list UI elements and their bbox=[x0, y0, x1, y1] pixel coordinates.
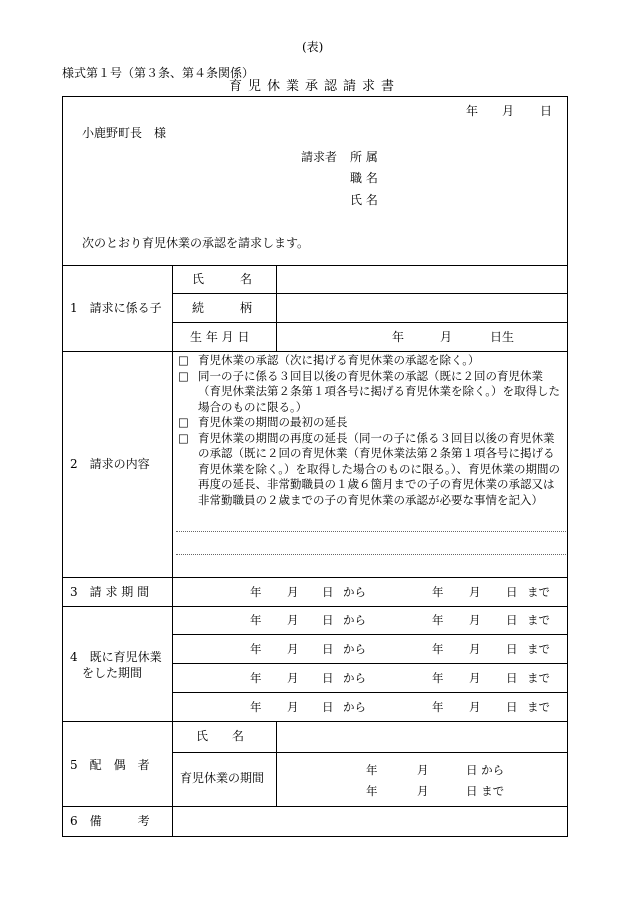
s2-label: 2 請求の内容 bbox=[70, 457, 150, 471]
s1-name-label: 氏 名 bbox=[192, 272, 253, 286]
request-statement: 次のとおり育児休業の承認を請求します。 bbox=[82, 236, 310, 250]
s1-birth-month: 月 bbox=[440, 330, 453, 344]
divider-s5 bbox=[62, 806, 568, 807]
checkbox-icon[interactable]: □ bbox=[178, 353, 189, 367]
until-day: 日 bbox=[506, 613, 518, 627]
s5-label: 5 配 偶 者 bbox=[70, 758, 150, 772]
s1-birth-day: 日生 bbox=[490, 330, 515, 344]
s5-until-day: 日 まで bbox=[466, 784, 505, 798]
from-year: 年 bbox=[250, 585, 262, 599]
from-label: から bbox=[343, 642, 366, 656]
s5-until-year: 年 bbox=[366, 784, 378, 798]
divider-s3 bbox=[62, 606, 568, 607]
from-month: 月 bbox=[287, 642, 299, 656]
date-day-label: 日 bbox=[540, 104, 553, 118]
from-day: 日 bbox=[322, 642, 334, 656]
affiliation-label: 所 属 bbox=[350, 150, 378, 164]
checkbox-icon[interactable]: □ bbox=[178, 430, 189, 445]
s5-name-label: 氏 名 bbox=[196, 729, 245, 743]
from-month: 月 bbox=[287, 585, 299, 599]
option-text: 育児休業の承認（次に掲げる育児休業の承認を除く。） bbox=[198, 353, 480, 367]
s2-option-3[interactable] bbox=[178, 415, 563, 431]
from-month: 月 bbox=[287, 671, 299, 685]
s5-from-day: 日 から bbox=[466, 763, 505, 777]
s6-label: 6 備 考 bbox=[70, 814, 150, 828]
until-month: 月 bbox=[469, 671, 481, 685]
s5-period-label: 育児休業の期間 bbox=[180, 771, 265, 785]
divider-intro bbox=[62, 265, 568, 266]
s1-birth-year: 年 bbox=[392, 330, 405, 344]
from-month: 月 bbox=[287, 700, 299, 714]
s1-birth-label: 生 年 月 日 bbox=[190, 330, 250, 344]
option-text: 育児休業の期間の再度の延長（同一の子に係る３回目以後の育児休業の承認（既に２回の育児休業（育児休業法第２条第１項各号に掲げる育児休業を除く。）を取得した場合のものに限る。）、育児休業の期間の再度の延長、非常勤職員の１歳６箇月までの子の育児休業の承認又は非常勤職員の２歳までの子の育児休業の承認が必要な事情を記入） bbox=[198, 430, 561, 507]
until-day: 日 bbox=[506, 700, 518, 714]
s2-option-1[interactable] bbox=[178, 353, 563, 369]
until-month: 月 bbox=[469, 642, 481, 656]
until-month: 月 bbox=[469, 700, 481, 714]
s2-option-4[interactable] bbox=[178, 431, 563, 509]
until-label: まで bbox=[527, 700, 550, 714]
divider-s4 bbox=[62, 721, 568, 722]
s5-from-month: 月 bbox=[417, 763, 429, 777]
form-number: 様式第１号（第３条、第４条関係） bbox=[62, 66, 255, 80]
until-day: 日 bbox=[506, 671, 518, 685]
omote-label: (表) bbox=[302, 40, 324, 54]
from-year: 年 bbox=[250, 642, 262, 656]
addressee: 小鹿野町長 様 bbox=[82, 126, 167, 140]
s3-label: 3 請 求 期 間 bbox=[70, 585, 150, 599]
divider-s5-row1 bbox=[172, 752, 568, 753]
from-day: 日 bbox=[322, 700, 334, 714]
s4-label-line2: をした期間 bbox=[82, 666, 143, 680]
divider-s4-row3 bbox=[172, 692, 568, 693]
option-text: 同一の子に係る３回目以後の育児休業の承認（既に２回の育児休業（育児休業法第２条第１項各号に掲げる育児休業を除く。）を取得した場合のものに限る。） bbox=[198, 368, 561, 414]
s5-until-month: 月 bbox=[417, 784, 429, 798]
until-year: 年 bbox=[432, 671, 444, 685]
s4-label-line1: 4 既に育児休業 bbox=[70, 650, 162, 664]
s2-write-line-1 bbox=[176, 531, 566, 532]
date-month-label: 月 bbox=[502, 104, 515, 118]
from-year: 年 bbox=[250, 671, 262, 685]
until-day: 日 bbox=[506, 642, 518, 656]
divider-s1-row2 bbox=[172, 322, 568, 323]
page-title: 育児休業承認請求書 bbox=[229, 79, 401, 94]
from-year: 年 bbox=[250, 700, 262, 714]
s1-inner-divider bbox=[276, 265, 277, 351]
s1-label: 1 請求に係る子 bbox=[70, 301, 162, 315]
s2-options bbox=[178, 353, 563, 508]
until-year: 年 bbox=[432, 613, 444, 627]
until-label: まで bbox=[527, 642, 550, 656]
from-label: から bbox=[343, 671, 366, 685]
divider-s2 bbox=[62, 577, 568, 578]
name-label: 氏 名 bbox=[350, 193, 378, 207]
option-text: 育児休業の期間の最初の延長 bbox=[198, 415, 348, 429]
date-year-label: 年 bbox=[466, 104, 479, 118]
until-day: 日 bbox=[506, 585, 518, 599]
checkbox-icon[interactable]: □ bbox=[178, 415, 189, 429]
from-label: から bbox=[343, 585, 366, 599]
from-label: から bbox=[343, 700, 366, 714]
s5-from-year: 年 bbox=[366, 763, 378, 777]
until-label: まで bbox=[527, 671, 550, 685]
until-label: まで bbox=[527, 585, 550, 599]
until-label: まで bbox=[527, 613, 550, 627]
from-day: 日 bbox=[322, 585, 334, 599]
from-month: 月 bbox=[287, 613, 299, 627]
s2-write-line-2 bbox=[176, 554, 566, 555]
from-label: から bbox=[343, 613, 366, 627]
from-day: 日 bbox=[322, 671, 334, 685]
from-day: 日 bbox=[322, 613, 334, 627]
requester-label: 請求者 bbox=[301, 150, 338, 164]
until-year: 年 bbox=[432, 642, 444, 656]
checkbox-icon[interactable]: □ bbox=[178, 368, 189, 383]
divider-s4-row1 bbox=[172, 634, 568, 635]
until-year: 年 bbox=[432, 585, 444, 599]
divider-s1 bbox=[62, 351, 568, 352]
divider-s1-row1 bbox=[172, 293, 568, 294]
until-month: 月 bbox=[469, 585, 481, 599]
s2-option-2[interactable] bbox=[178, 369, 563, 416]
s5-inner-divider bbox=[276, 721, 277, 806]
divider-s4-row2 bbox=[172, 663, 568, 664]
position-label: 職 名 bbox=[350, 171, 378, 185]
from-year: 年 bbox=[250, 613, 262, 627]
until-year: 年 bbox=[432, 700, 444, 714]
s1-relation-label: 続 柄 bbox=[192, 301, 253, 315]
until-month: 月 bbox=[469, 613, 481, 627]
